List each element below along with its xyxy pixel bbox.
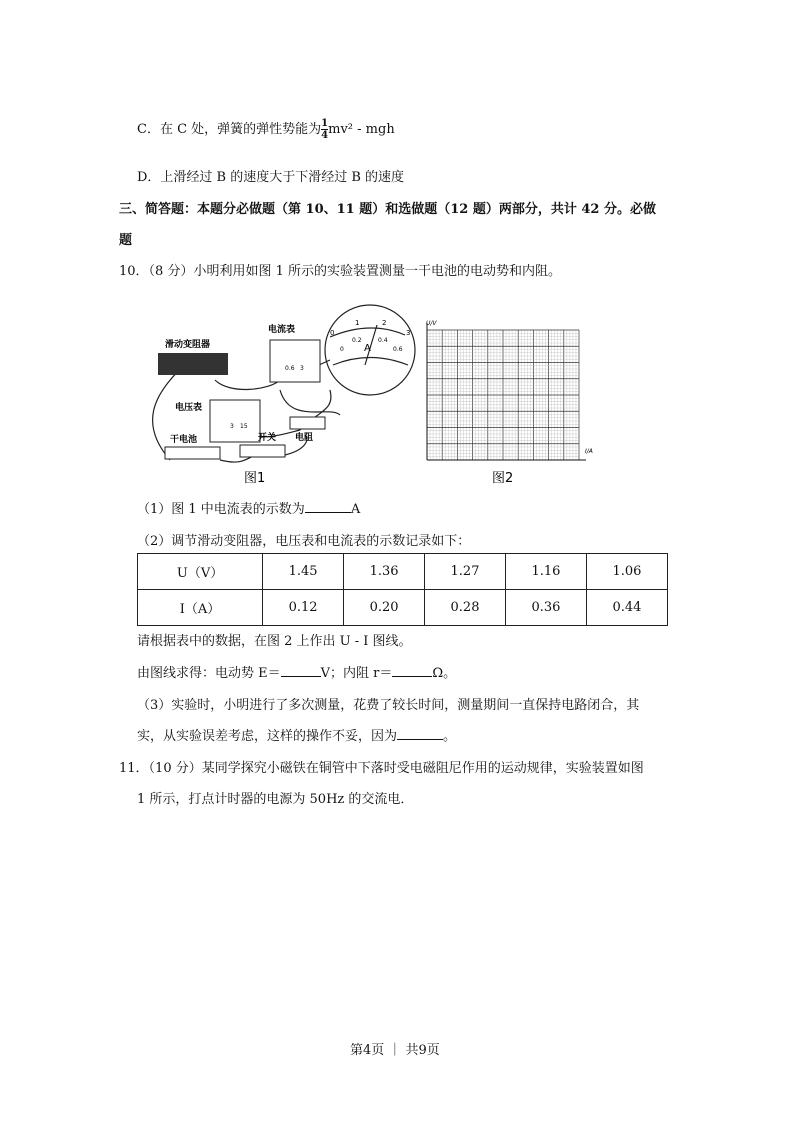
data-table [137, 553, 668, 626]
table-cell: 1.06 [586, 554, 667, 590]
text: （1）图 1 中电流表的示数为 [137, 502, 305, 517]
battery-label: 干电池 [170, 435, 198, 445]
text: Ω。 [432, 666, 457, 681]
row-header: I（A） [138, 590, 263, 626]
terminal: 3 [230, 423, 234, 430]
q11-stem-cont: 1 所示，打点计时器的电源为 50Hz 的交流电． [137, 792, 414, 807]
answer-blank [281, 664, 321, 677]
resistor [290, 417, 325, 429]
answer-blank [392, 664, 432, 677]
figure-1-circuit [130, 295, 610, 490]
answer-blank [305, 500, 351, 513]
q10-instruction: 请根据表中的数据，在图 2 上作出 U - I 图线。 [137, 634, 412, 649]
text: A [350, 502, 361, 517]
table-row [138, 554, 668, 590]
table-cell: 1.45 [263, 554, 344, 590]
text: 实，从实验误差考虑，这样的操作不妥，因为 [137, 729, 398, 744]
voltmeter [210, 400, 260, 442]
voltmeter-label: 电压表 [175, 403, 203, 413]
unit-label: A [364, 343, 371, 354]
scale-tick: 1 [355, 319, 360, 327]
terminal: 0.6 [285, 365, 295, 372]
terminal: 3 [300, 365, 304, 372]
q10-part2: （2）调节滑动变阻器，电压表和电流表的示数记录如下： [137, 534, 471, 549]
option-d: D．上滑经过 B 的速度大于下滑经过 B 的速度 [137, 170, 405, 185]
rheostat-label: 滑动变阻器 [165, 340, 211, 350]
figure-1-caption: 图1 [244, 471, 266, 486]
section-heading: 三、简答题：本题分必做题（第 10、11 题）和选做题（12 题）两部分，共计 42 分。必做 [119, 202, 656, 217]
table-cell: 0.36 [506, 590, 587, 626]
battery [165, 447, 220, 459]
option-c-formula: mv² - mgh [328, 122, 395, 137]
table-cell: 1.36 [344, 554, 425, 590]
scale-tick: 0.6 [393, 346, 403, 353]
scale-tick: 3 [406, 329, 411, 337]
frac-num: 1 [321, 118, 329, 129]
x-axis-label: I/A [585, 448, 593, 455]
table-cell: 0.20 [344, 590, 425, 626]
q10-part3-cont [137, 725, 456, 744]
scale-tick: 0.2 [352, 337, 362, 344]
q10-result [137, 662, 456, 681]
option-c-text: C．在 C 处，弹簧的弹性势能为 [137, 122, 322, 137]
text: 由图线求得：电动势 E＝ [137, 666, 281, 681]
scale-tick: 0 [330, 329, 335, 337]
table-cell: 0.28 [425, 590, 506, 626]
switch-label: 开关 [258, 433, 277, 443]
q10-part1 [137, 498, 360, 517]
figure-2-caption: 图2 [492, 471, 514, 486]
q11-stem: 11．（10 分）某同学探究小磁铁在铜管中下落时受电磁阻尼作用的运动规律，实验装置如图 [119, 761, 644, 776]
table-cell: 0.12 [263, 590, 344, 626]
ammeter [270, 340, 320, 382]
answer-blank [397, 727, 443, 740]
table-cell: 0.44 [586, 590, 667, 626]
q10-part3: （3）实验时，小明进行了多次测量，花费了较长时间，测量期间一直保持电路闭合，其 [137, 698, 640, 713]
rheostat [158, 353, 228, 375]
row-header: U（V） [138, 554, 263, 590]
page-footer: 第4页 ｜ 共9页 [350, 1043, 440, 1058]
q10-stem: 10．（8 分）小明利用如图 1 所示的实验装置测量一干电池的电动势和内阻。 [119, 264, 561, 279]
terminal: 15 [240, 423, 248, 430]
section-heading-cont: 题 [119, 233, 133, 248]
table-cell: 1.16 [506, 554, 587, 590]
scale-tick: 2 [382, 319, 387, 327]
text: V；内阻 r＝ [320, 666, 393, 681]
table-cell: 1.27 [425, 554, 506, 590]
y-axis-label: U/V [426, 320, 437, 327]
ammeter-label: 电流表 [268, 325, 296, 335]
graph-paper-grid [427, 323, 586, 460]
text: 。 [443, 729, 457, 744]
option-c [137, 118, 395, 141]
resistor-label: 电阻 [295, 433, 314, 443]
scale-tick: 0 [340, 346, 344, 353]
frac-den: 4 [321, 130, 329, 141]
table-row [138, 590, 668, 626]
switch [240, 445, 285, 457]
scale-tick: 0.4 [378, 337, 388, 344]
